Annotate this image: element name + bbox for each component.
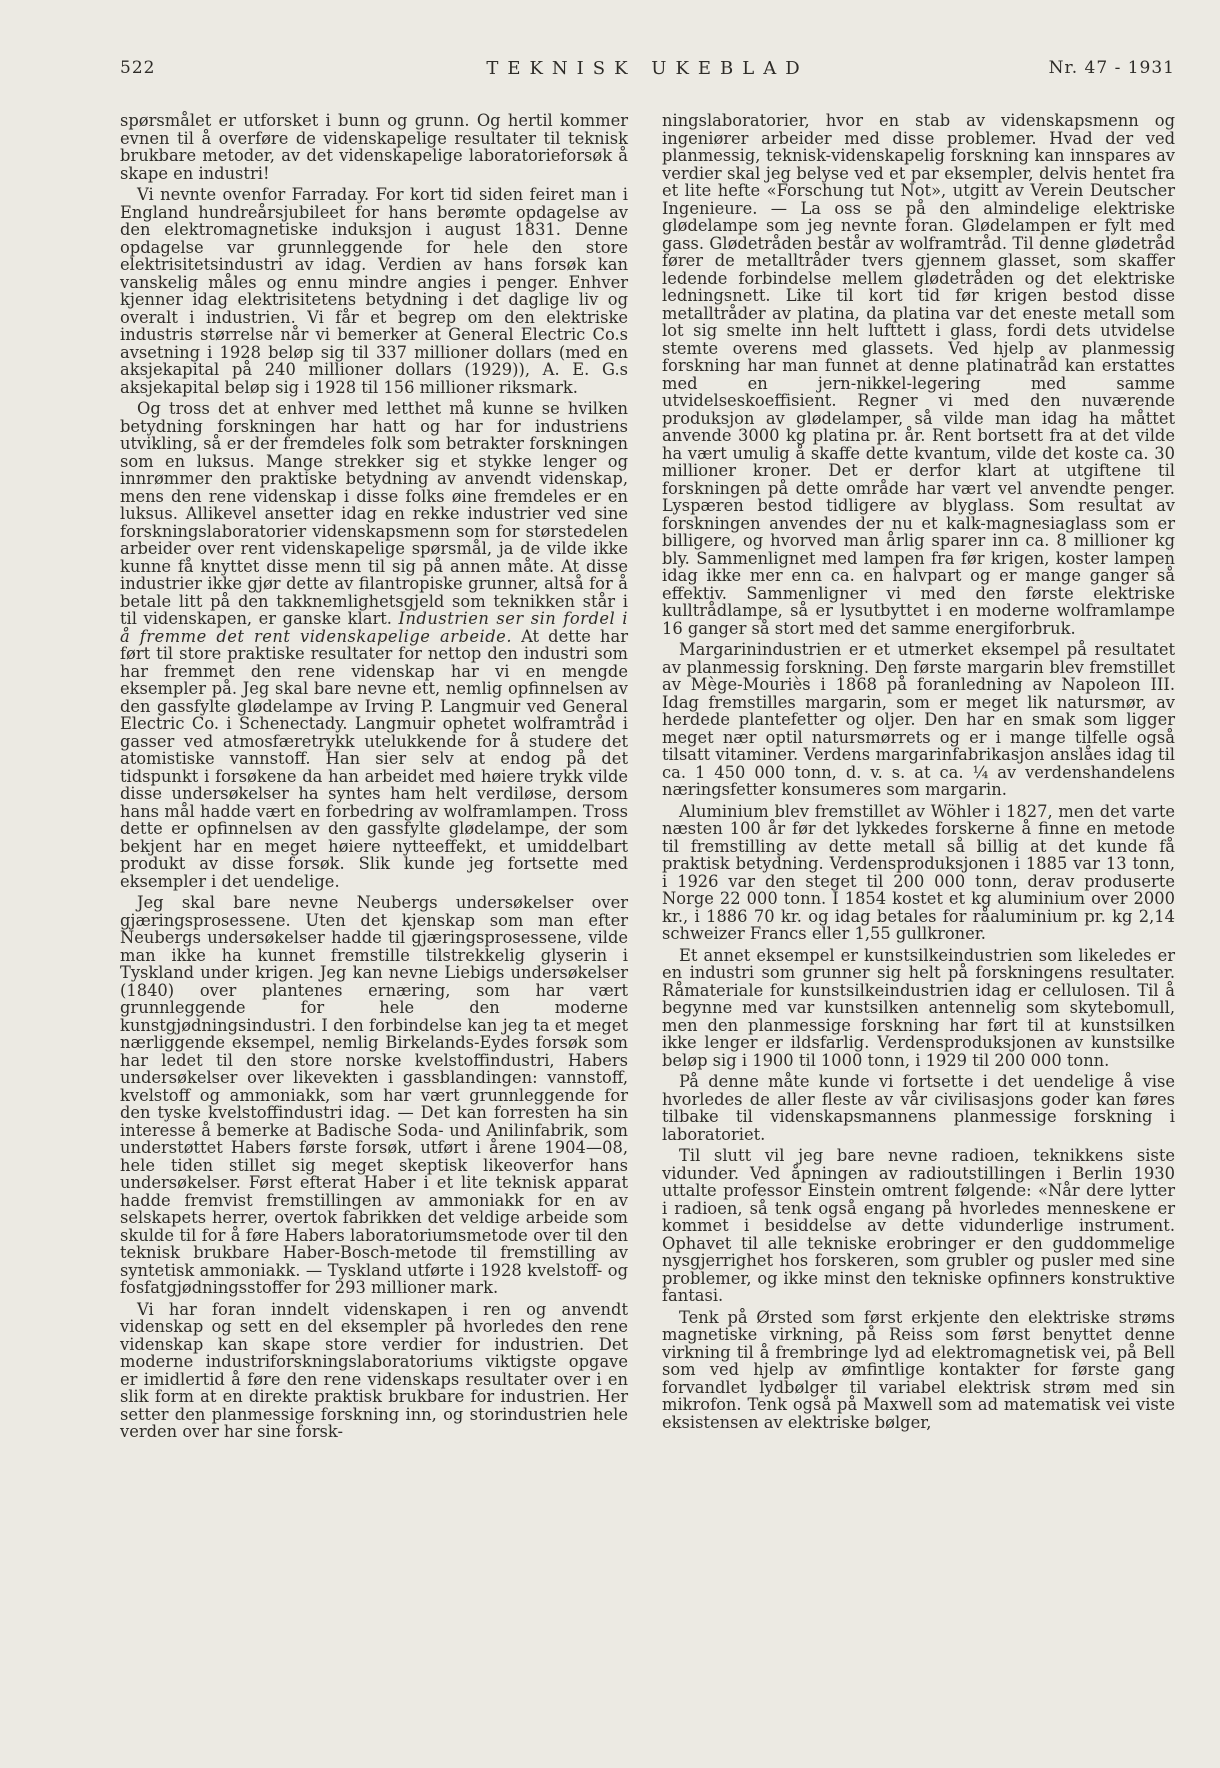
paragraph: Margarinindustrien er et utmerket eksempel på resultatet av planmessig forskning. Den første margarin blev fremstillet av Mège-Mouriès i 1868 på foranledning av Napoleon III. Idag fremstilles margarin, som er meget lik natursmør, av herdede plantefetter og oljer. Den har en smak som ligger meget nær optil natursmørrets og er i mange tilfelle også tilsatt vitaminer. Verdens margarinfabrikasjon anslåes idag til ca. 1 450 000 tonn, d. v. s. at ca. ¼ av verdenshandelens næringsfetter konsumeres som margarin. <box>662 640 1175 799</box>
journal-title: TEKNISK UKEBLAD <box>486 58 809 79</box>
paragraph-text: At dette har ført til store praktiske resultater for nettop den industri som har fremmet den rene videnskap har vi en mengde eksempler på. Jeg skal bare nevne ett, nemlig opfinnelsen av den gassfylte glødelampe av Irving P. Langmuir ved General Electric Co. i Schenectady. Langmuir ophetet wolframtråd i gasser ved atmosfæretrykk utelukkende for å studere det atomistiske vannstoff. Han sier selv at endog på det tidspunkt i forsøkene da han arbeidet med høiere trykk vilde disse undersøkelser ha syntes ham helt verdiløse, dersom hans mål hadde vært en forbedring av wolframlampen. Tross dette er opfinnelsen av den gassfylte glødelampe, der som bekjent har en meget høiere nytteeffekt, et umiddelbart produkt av disse forsøk. Slik kunde jeg fortsette med eksempler i det uendelige. <box>120 626 629 891</box>
paragraph: På denne måte kunde vi fortsette i det uendelige å vise hvorledes de aller fleste av vår civilisasjons goder kan føres tilbake til videnskapsmannens planmessige forskning i laboratoriet. <box>662 1072 1175 1144</box>
paragraph <box>120 400 628 890</box>
paragraph: Jeg skal bare nevne Neubergs undersøkelser over gjæringsprosessene. Uten det kjenskap som man efter Neubergs undersøkelser hadde til gjæringsprosessene, vilde man ikke ha kunnet fremstille tilstrekkelig glyserin i Tyskland under krigen. Jeg kan nevne Liebigs undersøkelser (1840) over plantenes ernæring, som har vært grunnleggende for hele den moderne kunstgjødningsindustri. I den forbindelse kan jeg ta et meget nærliggende eksempel, nemlig Birkelands-Eydes forsøk som har ledet til den store norske kvelstoffindustri, Habers undersøkelser over likevekten i gassblandingen: vannstoff, kvelstoff og ammoniakk, som har vært grunnleggende for den tyske kvelstoffindustri idag. — Det kan forresten ha sin interesse å bemerke at Badische Soda- und Anilinfabrik, som understøttet Habers første forsøk, utført i årene 1904—08, hele tiden stillet sig meget skeptisk likeoverfor hans undersøkelser. Først efterat Haber i et lite teknisk apparat hadde fremvist fremstillingen av ammoniakk for en av selskapets herrer, overtok fabrikken det veldige arbeide som skulde til for å føre Habers laboratoriumsmetode over til den teknisk brukbare Haber-Bosch-metode til fremstilling av syntetisk ammoniakk. — Tyskland utførte i 1928 kvelstoff- og fosfatgjødningsstoffer for 293 millioner mark. <box>120 893 628 1297</box>
paragraph: spørsmålet er utforsket i bunn og grunn. Og hertil kommer evnen til å overføre de videnskapelige resultater til teknisk brukbare metoder, av det videnskapelige laboratorieforsøk å skape en industri! <box>120 111 628 183</box>
paragraph: Vi har foran inndelt videnskapen i ren og anvendt videnskap og sett en del eksempler på hvorledes den rene videnskap kan skape store verdier for industrien. Det moderne industriforskningslaboratoriums viktigste opgave er imidlertid å føre den rene videnskaps resultater over i en slik form at en direkte praktisk brukbare for industrien. Her setter den planmessige forskning inn, og storindustrien hele verden over har sine forsk- <box>120 1299 628 1441</box>
paragraph-text: Og tross det at enhver med letthet må kunne se hvilken betydning forskningen har hatt og har for industriens utvikling, så er der fremdeles folk som betrakter forskningen som en luksus. Mange strekker sig et stykke lenger og innrømmer den praktiske betydning av anvendt videnskap, mens den rene videnskap i disse folks øine fremdeles er en luksus. Allikevel ansetter idag en rekke industrier ved sine forskningslaboratorier videnskapsmenn som for størstedelen arbeider over rent videnskapelige spørsmål, ja de vilde ikke kunne få knyttet disse menn til sig på annen måte. At disse industrier ikke gjør dette av filantropiske grunner, altså for å betale litt på den takknemlighetsgjeld som teknikken står i til videnskapen, er ganske klart. <box>120 399 628 628</box>
paragraph: ningslaboratorier, hvor en stab av videnskapsmenn og ingeniører arbeider med disse problemer. Hvad der ved planmessig, teknisk-videnskapelig forskning kan innspares av verdier skal jeg belyse ved et par eksempler, delvis hentet fra et lite hefte «Forschung tut Not», utgitt av Verein Deutscher Ingenieure. — La oss se på den almindelige elektriske glødelampe som jeg nevnte foran. Glødelampen er fylt med gass. Glødetråden består av wolframtråd. Til denne glødetråd fører de metalltråder tvers gjennem glasset, som skaffer ledende forbindelse mellem glødetråden og det elektriske ledningsnett. Like til kort tid før krigen bestod disse metalltråder av platina, da platina var det eneste metall som lot sig smelte inn helt lufttett i glass, fordi dets utvidelse stemte overens med glassets. Ved hjelp av planmessig forskning har man funnet at denne platinatråd kan erstattes med en jern-nikkel-legering med samme utvidelseskoeffisient. Regner vi med den nuværende produksjon av glødelamper, så vilde man idag ha måttet anvende 3000 kg platina pr. år. Rent bortsett fra at det vilde ha vært umulig å skaffe dette kvantum, vilde det koste ca. 30 millioner kroner. Det er derfor klart at utgiftene til forskningen på dette område har vært vel anvendte penger. Lyspæren bestod tidligere av blyglass. Som resultat av forskningen anvendes der nu et kalk-magnesiaglass som er billigere, og hvorved man årlig sparer inn ca. 8 millioner kg bly. Sammenlignet med lampen fra før krigen, koster lampen idag ikke mer enn ca. en halvpart og er mange ganger så effektiv. Sammenligner vi med den første elektriske kulltrådlampe, så er lysutbyttet i en moderne wolframlampe 16 ganger så stort med det samme energiforbruk. <box>662 111 1175 638</box>
running-header <box>120 58 1175 88</box>
emphasized-sentence: Industrien ser sin fordel i å fremme det rent videnskapelige arbeide. <box>120 609 628 646</box>
right-column <box>662 112 1175 1431</box>
paragraph: Til slutt vil jeg bare nevne radioen, teknikkens siste vidunder. Ved åpningen av radioutstillingen i Berlin 1930 uttalte professor Einstein omtrent følgende: «Når dere lytter i radioen, så tenk også engang på hvorledes menneskene er kommet i besiddelse av dette vidunderlige instrument. Ophavet til alle tekniske erobringer er den guddommelige nysgjerrighet hos forskeren, som grubler og pusler med sine problemer, og ikke minst den tekniske opfinners konstruktive fantasi. <box>662 1146 1175 1305</box>
issue-number: Nr. 47 - 1931 <box>1048 58 1175 78</box>
left-column <box>120 112 628 1441</box>
page-number: 522 <box>120 58 156 78</box>
paragraph: Aluminium blev fremstillet av Wöhler i 1827, men det varte næsten 100 år før det lykkedes forskerne å finne en metode til fremstilling av dette metall så billig at det kunde få praktisk betydning. Verdensproduksjonen i 1885 var 13 tonn, i 1926 var den steget til 200 000 tonn, derav produserte Norge 22 000 tonn. I 1854 kostet et kg aluminium over 2000 kr., i 1886 70 kr. og idag betales for råaluminium pr. kg 2,14 schweizer Francs eller 1,55 gullkroner. <box>662 801 1175 943</box>
paragraph: Et annet eksempel er kunstsilkeindustrien som likeledes er en industri som grunner sig helt på forskningens resultater. Råmateriale for kunstsilkeindustrien idag er cellulosen. Til å begynne med var kunstsilken antennelig som skytebomull, men den planmessige forskning har ført til at kunstsilken ikke lenger er ildsfarlig. Verdensproduksjonen av kunstsilke beløp sig i 1900 til 1000 tonn, i 1929 til 200 000 tonn. <box>662 945 1175 1070</box>
paragraph: Vi nevnte ovenfor Farraday. For kort tid siden feiret man i England hundreårsjubileet for hans berømte opdagelse av den elektromagnetiske induksjon i august 1831. Denne opdagelse var grunnleggende for hele den store elektrisitetsindustri av idag. Verdien av hans forsøk kan vanskelig måles og ennu mindre angies i penger. Enhver kjenner idag elektrisitetens betydning i det daglige liv og overalt i industrien. Vi får et begrep om den elektriske industris størrelse når vi bemerker at General Electric Co.s avsetning i 1928 beløp sig til 337 millioner dollars (med en aksjekapital på 240 millioner dollars (1929)), A. E. G.s aksjekapital beløp sig i 1928 til 156 millioner riksmark. <box>120 185 628 397</box>
paragraph: Tenk på Ørsted som først erkjente den elektriske strøms magnetiske virkning, på Reiss som først benyttet denne virkning til å frembringe lyd ad elektromagnetisk vei, på Bell som ved hjelp av ømfintlige kontakter for første gang forvandlet lydbølger til variabel elektrisk strøm med sin mikrofon. Tenk også på Maxwell som ad matematisk vei viste eksistensen av elektriske bølger, <box>662 1307 1175 1432</box>
